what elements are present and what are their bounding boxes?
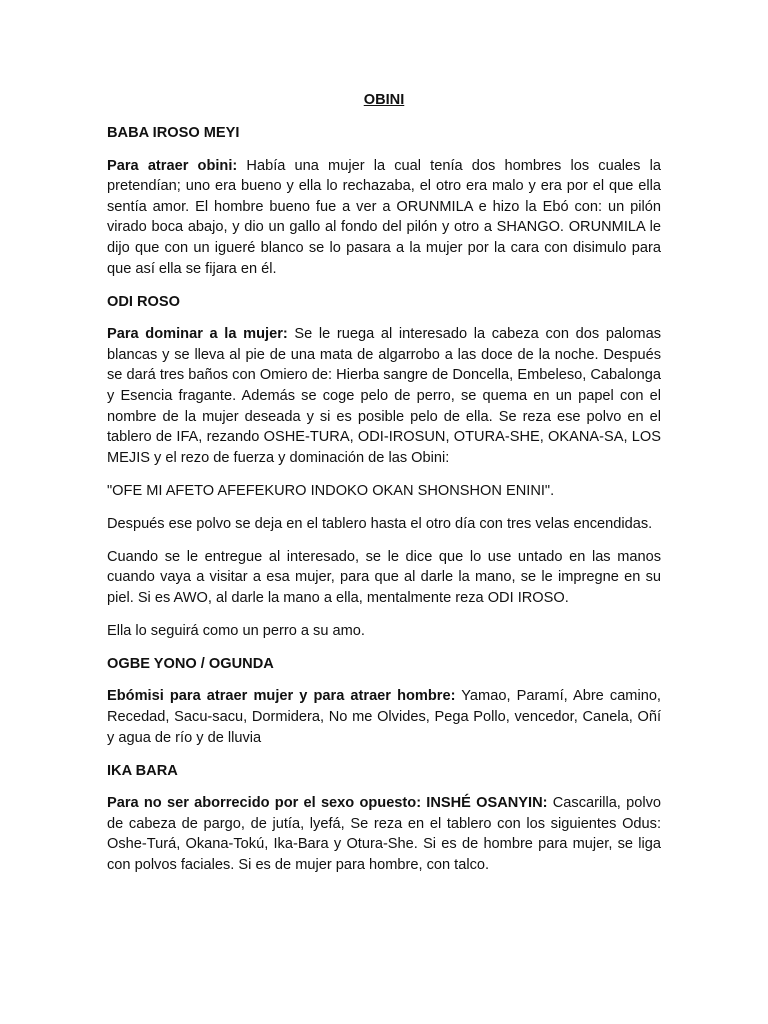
paragraph-text: Se le ruega al interesado la cabeza con dos palomas blancas y se lleva al pie de una mata de algarrobo a las doce de la noche. Después se dará tres baños con Omiero de: Hierba sangre de Doncella, Embeleso, Cabalonga y Esencia fragante. Además se coge pelo de perro, se quema en un papel con el nombre de la mujer deseada y si es posible pelo de ella. Se reza ese polvo en el tablero de IFA, rezando OSHE-TURA, ODI-IROSUN, OTURA-SHE, OKANA-SA, LOS MEJIS y el rezo de fuerza y dominación de las Obini:: [107, 326, 661, 466]
paragraph-text: Cuando se le entregue al interesado, se le dice que lo use untado en las manos cuando vaya a visitar a esa mujer, para que al darle la mano, se le impregne en su piel. Si es AWO, al darle la mano a ella, mentalmente reza ODI IROSO.: [107, 548, 661, 606]
paragraph-text: Yamao, Paramí, Abre camino, Recedad, Sacu-sacu, Dormidera, No me Olvides, Pega Pollo, vencedor, Canela, Oñí y agua de río y de lluvia: [107, 688, 661, 746]
paragraph-text: Después ese polvo se deja en el tablero hasta el otro día con tres velas encendidas.: [107, 515, 653, 532]
document-title: OBINI: [363, 92, 405, 108]
paragraph: [107, 621, 661, 642]
section-heading-ika-bara: IKA BARA: [107, 762, 178, 779]
paragraph-lead: Para no ser aborrecido por el sexo opuesto: INSHÉ OSANYIN:: [107, 795, 548, 812]
paragraph: [107, 324, 661, 468]
paragraph: [107, 547, 661, 609]
paragraph-lead: Ebómisi para atraer mujer y para atraer hombre:: [107, 688, 456, 705]
paragraph: [107, 514, 661, 535]
section-heading-odi-roso: ODI ROSO: [107, 293, 180, 310]
section-heading-ogbe-yono-ogunda: OGBE YONO / OGUNDA: [107, 655, 274, 672]
paragraph-lead: Para dominar a la mujer:: [107, 326, 288, 343]
document-page: [107, 90, 661, 888]
paragraph-text: "OFE MI AFETO AFEFEKURO INDOKO OKAN SHONSHON ENINI".: [107, 482, 555, 499]
paragraph-text: Ella lo seguirá como un perro a su amo.: [107, 622, 365, 639]
paragraph: [107, 686, 661, 748]
paragraph-text: Cascarilla, polvo de cabeza de pargo, de jutía, lyefá, Se reza en el tablero con los siguientes Odus: Oshe-Turá, Okana-Tokú, Ika-Bara y Otura-She. Si es de hombre para mujer, se liga con polvos faciales. Si es de mujer para hombre, con talco.: [107, 795, 661, 873]
paragraph: [107, 793, 661, 875]
paragraph-lead: Para atraer obini:: [107, 157, 238, 174]
paragraph-text: Había una mujer la cual tenía dos hombres los cuales la pretendían; uno era bueno y ella lo rechazaba, el otro era malo y era por el que ella sentía amor. El hombre bueno fue a ver a ORUNMILA e hizo la Ebó con: un pilón virado boca abajo, y dio un gallo al fondo del pilón y otro a SHANGO. ORUNMILA le dijo que con un igueré blanco se lo pasara a la mujer por la cara con disimulo para que así ella se fijara en él.: [107, 157, 661, 277]
paragraph: [107, 156, 661, 280]
paragraph-prayer: [107, 481, 661, 502]
section-heading-baba-iroso-meyi: BABA IROSO MEYI: [107, 125, 240, 141]
